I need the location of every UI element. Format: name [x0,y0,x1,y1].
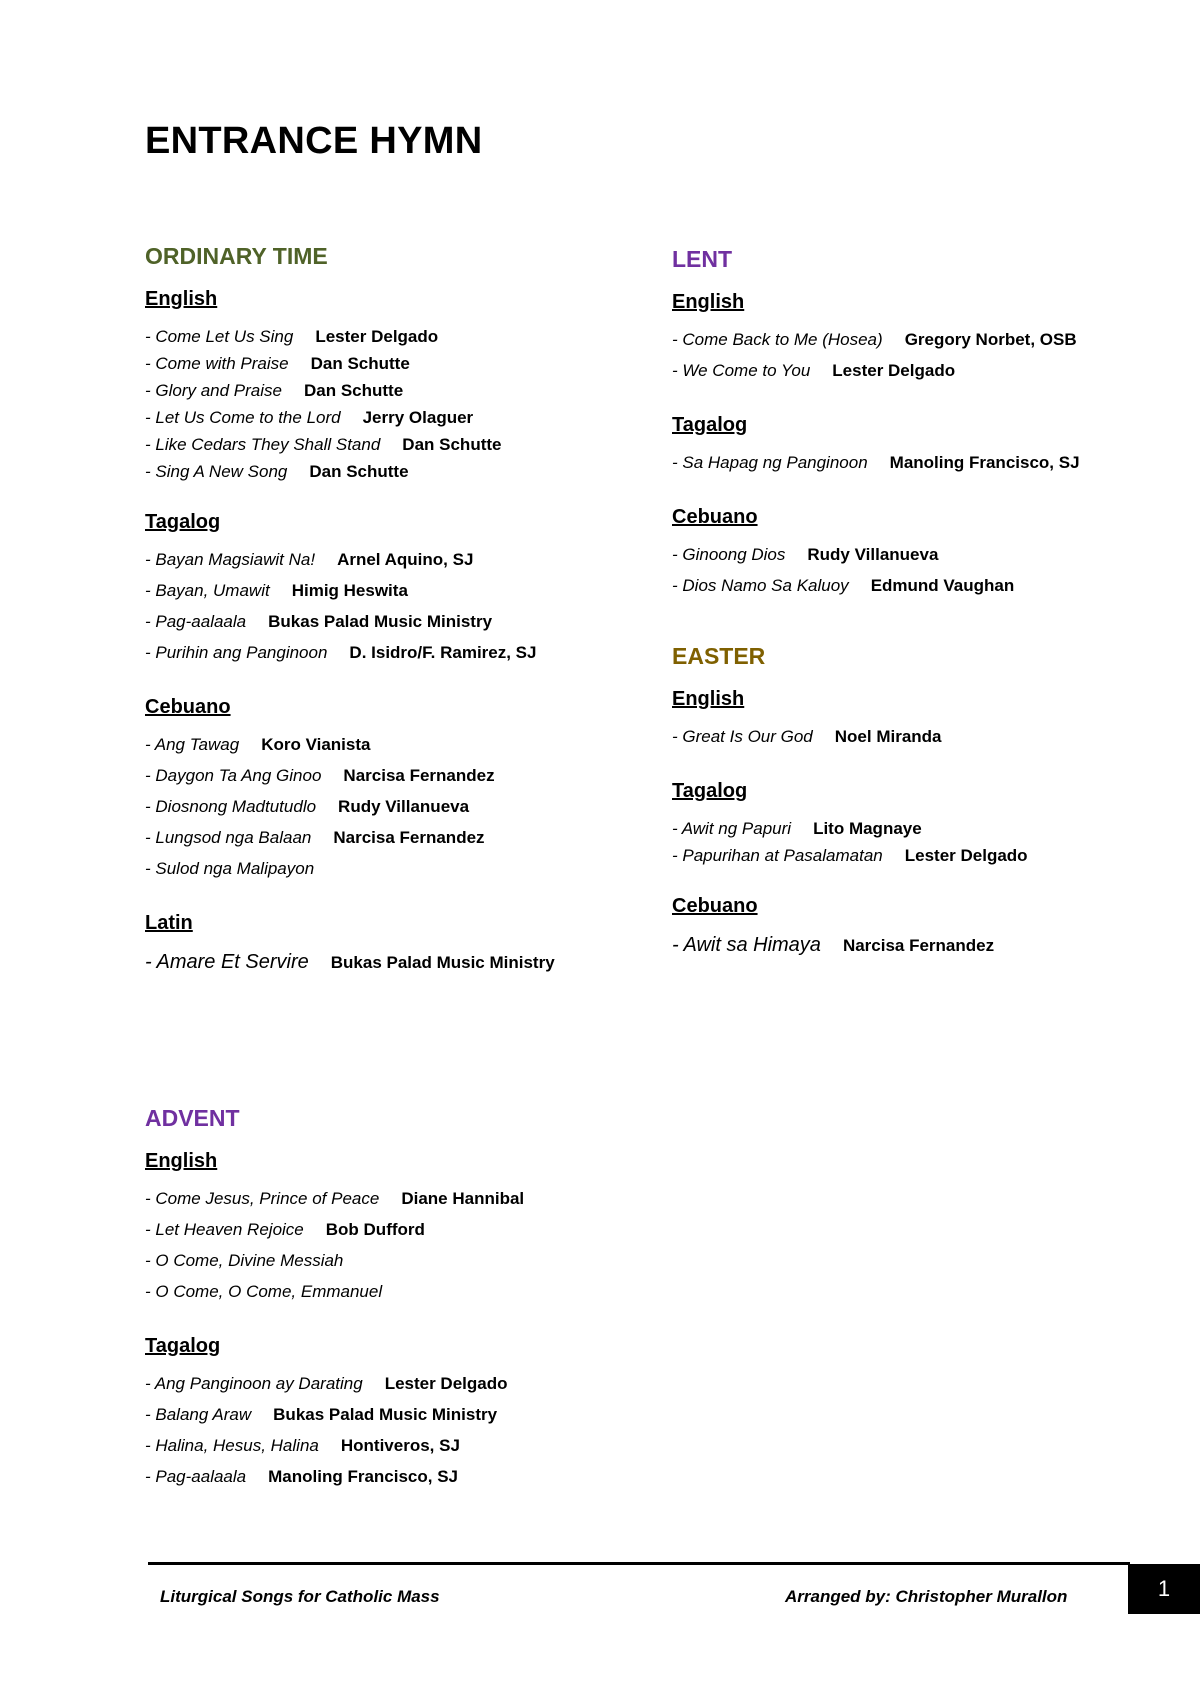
song-composer: Bukas Palad Music Ministry [268,612,493,631]
season-heading-advent: ADVENT [145,1105,240,1131]
song-title: - Ang Tawag [145,735,240,754]
song-composer: Lester Delgado [832,361,956,380]
song-item [145,462,665,489]
song-composer: Dan Schutte [402,435,502,454]
group-tagalog [672,780,1172,873]
song-composer: Jerry Olaguer [362,408,474,427]
song-item [672,361,1172,392]
song-composer: Dan Schutte [309,462,409,481]
song-title: - Ginoong Dios [672,545,786,564]
song-title: - Great Is Our God [672,727,813,746]
song-title: - Pag-aalaala [145,612,247,631]
song-title: - Come Back to Me (Hosea) [672,330,883,349]
song-composer: Narcisa Fernandez [842,936,995,955]
song-title: - Daygon Ta Ang Ginoo [145,766,322,785]
song-item [145,643,665,674]
group-cebuano [672,895,1172,961]
group-tagalog [145,511,665,674]
song-title: - Lungsod nga Balaan [145,828,312,847]
song-item [145,828,665,859]
song-item [672,576,1172,607]
song-composer: Lito Magnaye [813,819,922,838]
song-title: - Come Let Us Sing [145,327,294,346]
song-item [145,1436,665,1467]
song-composer: Gregory Norbet, OSB [904,330,1077,349]
song-title: - Like Cedars They Shall Stand [145,435,381,454]
song-item [672,934,1172,961]
song-item [145,1374,665,1405]
song-title: - Pag-aalaala [145,1467,247,1486]
group-english [145,1150,665,1313]
ordinary-time-section [145,243,665,1000]
language-heading: English [145,1150,218,1172]
page-number: 1 [1128,1564,1200,1614]
song-composer: Himig Heswita [291,581,408,600]
song-title: - O Come, O Come, Emmanuel [145,1282,383,1301]
song-item [145,1220,665,1251]
song-composer: Diane Hannibal [401,1189,525,1208]
group-cebuano [672,506,1172,607]
song-composer: Dan Schutte [310,354,410,373]
song-title: - Come Jesus, Prince of Peace [145,1189,380,1208]
song-item [145,381,665,408]
song-title: - Glory and Praise [145,381,282,400]
footer-arranger: Arranged by: Christopher Murallon [785,1587,1068,1606]
language-heading: English [145,288,218,310]
group-english [672,291,1172,392]
language-heading: English [672,291,745,313]
season-heading-ordinary-time: ORDINARY TIME [145,243,328,269]
song-composer: Bukas Palad Music Ministry [273,1405,498,1424]
song-composer: Noel Miranda [834,727,942,746]
song-composer: Narcisa Fernandez [333,828,485,847]
song-title: - Ang Panginoon ay Darating [145,1374,363,1393]
song-composer: Manoling Francisco, SJ [889,453,1080,472]
right-column [672,246,1172,997]
song-title: - Let Heaven Rejoice [145,1220,304,1239]
language-heading: Latin [145,912,193,934]
song-item [672,453,1172,484]
song-title: - Awit sa Himaya [672,934,821,956]
song-item [145,1282,665,1313]
song-title: - Sulod nga Malipayon [145,859,315,878]
lent-section [672,246,1172,607]
song-item [145,859,665,890]
song-composer: Arnel Aquino, SJ [337,550,474,569]
song-item [145,1405,665,1436]
song-title: - O Come, Divine Messiah [145,1251,344,1270]
song-composer: Hontiveros, SJ [340,1436,460,1455]
song-composer: Lester Delgado [904,846,1028,865]
footer-divider [148,1562,1130,1565]
song-title: - Halina, Hesus, Halina [145,1436,319,1455]
song-item [145,612,665,643]
song-composer: Koro Vianista [261,735,371,754]
language-heading: Tagalog [145,511,221,533]
song-item [145,735,665,766]
language-heading: Cebuano [672,506,758,528]
group-cebuano [145,696,665,890]
language-heading: Cebuano [145,696,231,718]
song-item [145,797,665,828]
song-title: - Papurihan at Pasalamatan [672,846,883,865]
song-composer: Narcisa Fernandez [343,766,495,785]
song-composer: Bukas Palad Music Ministry [330,953,555,972]
song-composer: Bob Dufford [325,1220,425,1239]
song-title: - Balang Araw [145,1405,252,1424]
song-composer: Lester Delgado [315,327,439,346]
page-title: ENTRANCE HYMN [145,120,483,162]
language-heading: Tagalog [672,780,748,802]
song-title: - We Come to You [672,361,811,380]
advent-section [145,1105,665,1520]
season-heading-easter: EASTER [672,643,766,669]
language-heading: English [672,688,745,710]
song-title: - Diosnong Madtutudlo [145,797,317,816]
group-english [672,688,1172,758]
song-title: - Purihin ang Panginoon [145,643,328,662]
song-composer: Edmund Vaughan [870,576,1015,595]
song-item [672,727,1172,758]
song-composer: Dan Schutte [304,381,404,400]
song-title: - Amare Et Servire [145,951,309,973]
song-item [145,1467,665,1498]
song-composer: D. Isidro/F. Ramirez, SJ [349,643,537,662]
song-item [145,1251,665,1282]
song-composer: Rudy Villanueva [807,545,939,564]
song-title: - Sa Hapag ng Panginoon [672,453,868,472]
song-item [145,354,665,381]
song-item [145,550,665,581]
song-item [145,1189,665,1220]
season-heading-lent: LENT [672,246,733,272]
group-tagalog [145,1335,665,1498]
song-item [145,327,665,354]
song-item [145,766,665,797]
song-composer: Manoling Francisco, SJ [268,1467,458,1486]
easter-section [672,643,1172,961]
song-title: - Awit ng Papuri [672,819,792,838]
song-item [145,408,665,435]
song-title: - Bayan Magsiawit Na! [145,550,316,569]
song-title: - Let Us Come to the Lord [145,408,341,427]
footer-publication-title: Liturgical Songs for Catholic Mass [160,1587,440,1606]
group-tagalog [672,414,1172,484]
group-english [145,288,665,489]
language-heading: Cebuano [672,895,758,917]
song-title: - Bayan, Umawit [145,581,270,600]
song-composer: Lester Delgado [384,1374,508,1393]
song-item [145,581,665,612]
song-item [145,951,665,978]
song-title: - Sing A New Song [145,462,288,481]
song-title: - Come with Praise [145,354,289,373]
song-item [672,819,1172,846]
song-item [672,846,1172,873]
song-title: - Dios Namo Sa Kaluoy [672,576,849,595]
group-latin [145,912,665,978]
song-item [672,545,1172,576]
language-heading: Tagalog [145,1335,221,1357]
song-item [672,330,1172,361]
song-item [145,435,665,462]
song-composer: Rudy Villanueva [338,797,470,816]
language-heading: Tagalog [672,414,748,436]
